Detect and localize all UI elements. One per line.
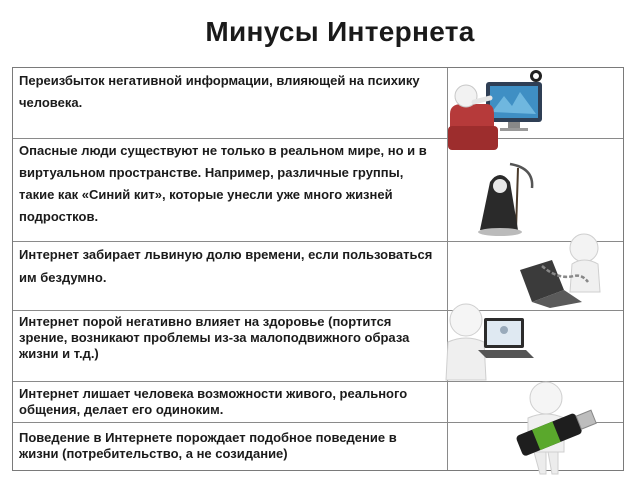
table-row-5-text: Интернет лишает человека возможности живого, реального общения, делает его одиноким. bbox=[19, 386, 408, 417]
table-row-1-text: Переизбыток негативной информации, влияющей на психику человека. bbox=[19, 73, 420, 110]
table-row-3-text: Интернет забирает львиную долю времени, если пользоваться им бездумно. bbox=[19, 247, 433, 285]
page-title: Минусы Интернета bbox=[205, 16, 475, 47]
figure-with-tv-and-armchair-icon bbox=[446, 68, 548, 156]
figure-with-laptop-icon bbox=[440, 300, 540, 384]
table-row-2-text: Опасные люди существуют не только в реальном мире, но и в виртуальном пространстве. Например, различные группы, такие как «Синий кит», которые унесли уже много жизней подростков. bbox=[19, 143, 427, 224]
figure-with-usb-drive-icon bbox=[496, 378, 608, 476]
figure-chained-to-laptop-icon bbox=[512, 230, 610, 310]
table-row-6-text: Поведение в Интернете порождает подобное поведение в жизни (потребительство, а не созидание) bbox=[19, 430, 397, 461]
grim-reaper-icon bbox=[470, 160, 540, 240]
table-row-4-text: Интернет порой негативно влияет на здоровье (портится зрение, возникают проблемы из-за малоподвижного образа жизни и т.д.) bbox=[19, 314, 410, 361]
